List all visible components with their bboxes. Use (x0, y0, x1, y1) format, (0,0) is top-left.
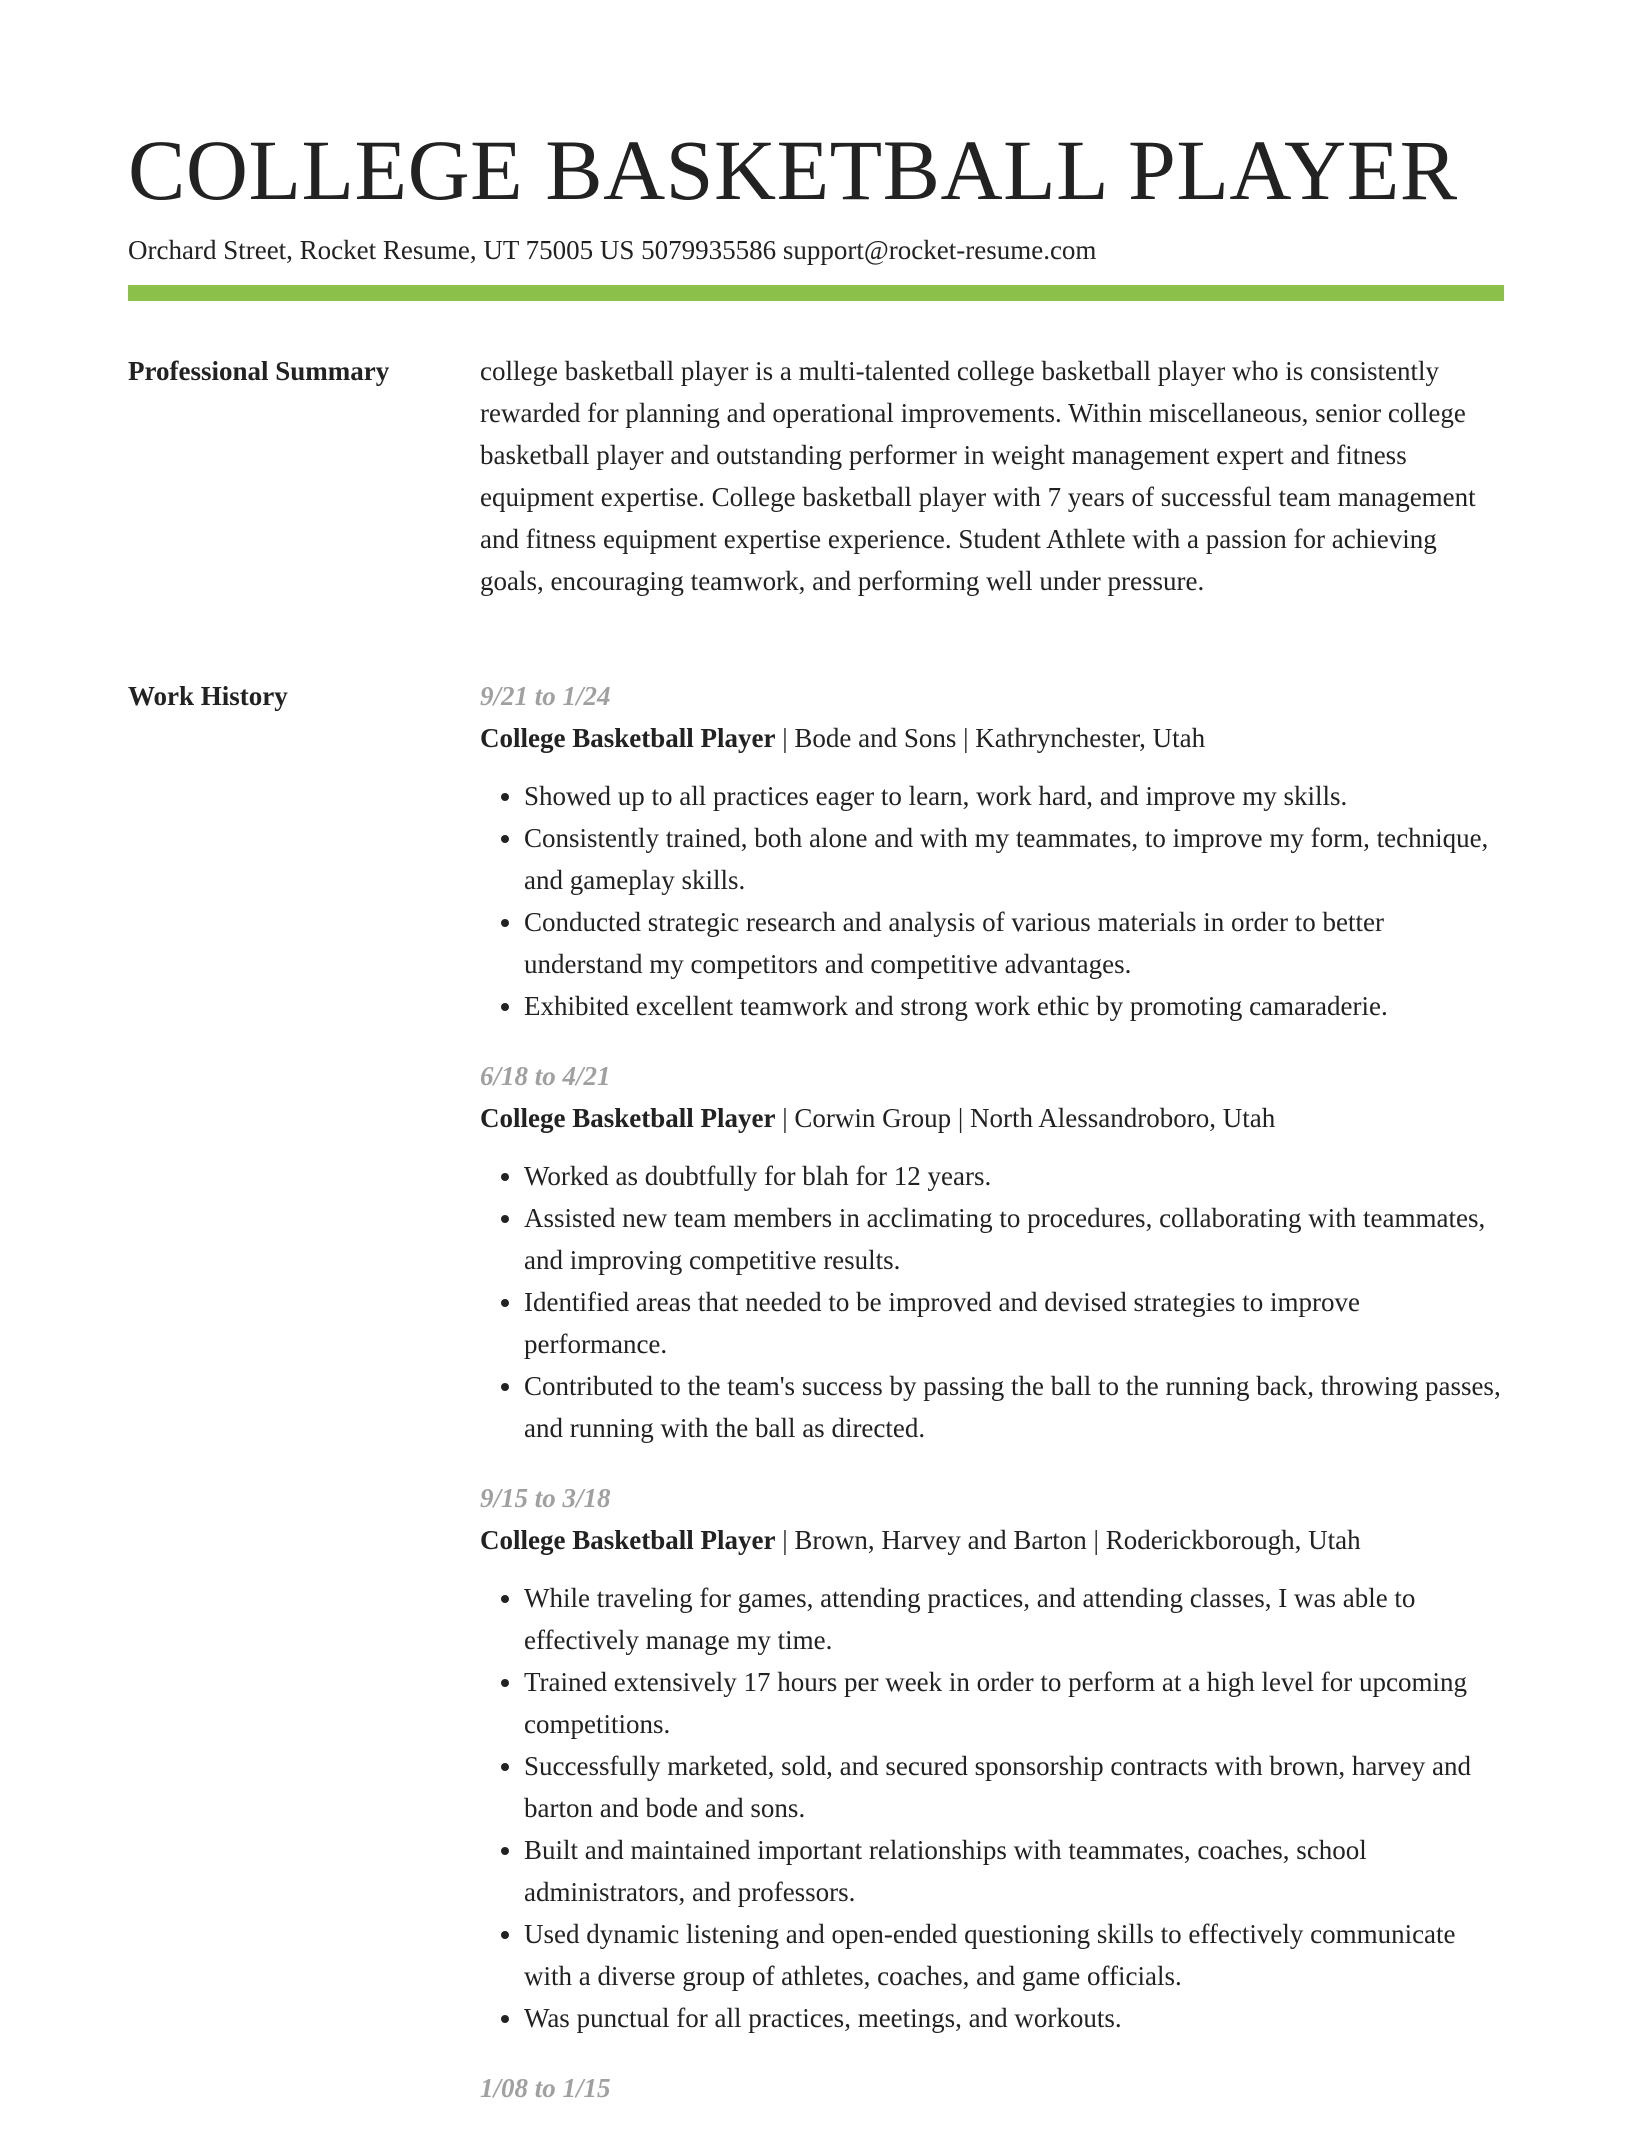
job-dates: 1/08 to 1/15 (480, 2073, 611, 2103)
job-employer-location: | Brown, Harvey and Barton | Roderickborough, Utah (775, 1525, 1361, 1555)
job-entry (480, 1055, 1504, 1449)
job-bullet: • While traveling for games, attending practices, and attending classes, I was able to effectively manage my time. (524, 1577, 1504, 1661)
job-bullet: • Was punctual for all practices, meetings, and workouts. (524, 1997, 1504, 2039)
job-entry (480, 2067, 1504, 2109)
job-bullet: • Contributed to the team's success by passing the ball to the running back, throwing passes, and running with the ball as directed. (524, 1365, 1504, 1449)
summary-text: college basketball player is a multi-talented college basketball player who is consistently rewarded for planning and operational improvements. Within miscellaneous, senior college basketball player and outstanding performer in weight management expert and fitness equipment expertise. College basketball player with 7 years of successful team management and fitness equipment expertise experience. Student Athlete with a passion for achieving goals, encouraging teamwork, and performing well under pressure. (480, 356, 1476, 596)
job-employer-location: | Corwin Group | North Alessandroboro, Utah (775, 1103, 1276, 1133)
job-bullet: • Successfully marketed, sold, and secured sponsorship contracts with brown, harvey and barton and bode and sons. (524, 1745, 1504, 1829)
job-bullet: • Used dynamic listening and open-ended questioning skills to effectively communicate with a diverse group of athletes, coaches, and game officials. (524, 1913, 1504, 1997)
job-bullets (480, 1155, 1504, 1449)
job-bullet: • Showed up to all practices eager to learn, work hard, and improve my skills. (524, 775, 1504, 817)
summary-section (480, 350, 1504, 602)
summary-section-label: Professional Summary (128, 356, 390, 386)
job-entry (480, 1477, 1504, 2039)
work-history-section (480, 675, 1504, 2137)
resume-title: COLLEGE BASKETBALL PLAYER (128, 122, 1458, 218)
job-role: College Basketball Player (480, 1103, 776, 1133)
job-dates: 9/21 to 1/24 (480, 681, 611, 711)
job-heading (480, 1097, 1504, 1139)
job-bullets (480, 775, 1504, 1027)
job-entry (480, 675, 1504, 1027)
job-dates: 9/15 to 3/18 (480, 1483, 611, 1513)
job-role: College Basketball Player (480, 723, 776, 753)
job-bullet: • Exhibited excellent teamwork and strong work ethic by promoting camaraderie. (524, 985, 1504, 1027)
job-role: College Basketball Player (480, 1525, 776, 1555)
job-bullet: • Assisted new team members in acclimating to procedures, collaborating with teammates, and improving competitive results. (524, 1197, 1504, 1281)
job-heading (480, 717, 1504, 759)
contact-line: Orchard Street, Rocket Resume, UT 75005 US 5079935586 support@rocket-resume.com (128, 235, 1097, 265)
job-heading (480, 1519, 1504, 1561)
job-employer-location: | Bode and Sons | Kathrynchester, Utah (775, 723, 1206, 753)
work-history-section-label: Work History (128, 681, 288, 711)
job-dates: 6/18 to 4/21 (480, 1061, 611, 1091)
job-bullet: • Built and maintained important relationships with teammates, coaches, school administrators, and professors. (524, 1829, 1504, 1913)
job-bullet: • Trained extensively 17 hours per week in order to perform at a high level for upcoming competitions. (524, 1661, 1504, 1745)
job-bullet: • Conducted strategic research and analysis of various materials in order to better understand my competitors and competitive advantages. (524, 901, 1504, 985)
job-bullet: • Consistently trained, both alone and with my teammates, to improve my form, technique, and gameplay skills. (524, 817, 1504, 901)
job-bullet: • Worked as doubtfully for blah for 12 years. (524, 1155, 1504, 1197)
job-bullet: • Identified areas that needed to be improved and devised strategies to improve performance. (524, 1281, 1504, 1365)
job-bullets (480, 1577, 1504, 2039)
accent-divider (128, 285, 1504, 301)
